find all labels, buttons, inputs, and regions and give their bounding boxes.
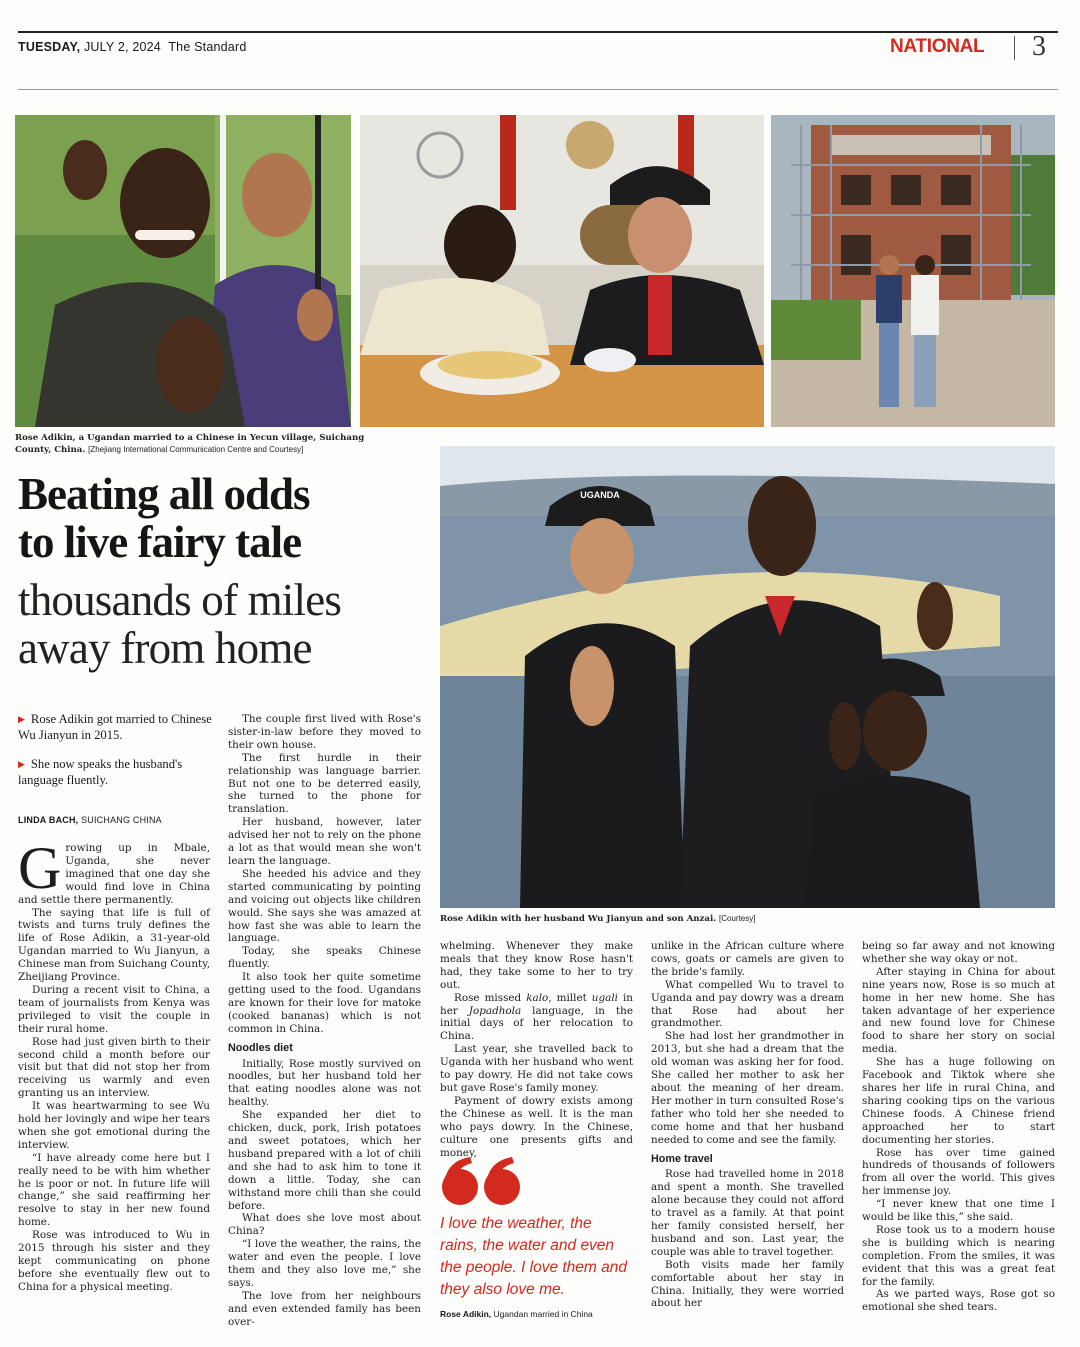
c5-para-3: She has a huge following on Facebook and Tiktok where she shares her life in rural China, and sharing cooking tips on the various Chinese foods. A Chinese friend approached her to start documenting her stories. <box>862 1056 1055 1146</box>
photo-couple-eating <box>360 115 764 427</box>
dateline <box>18 40 246 54</box>
c5-para-1: being so far away and not knowing whether she way okay or not. <box>862 940 1055 965</box>
para-5: It was heartwarming to see Wu hold her lovingly and wipe her tears when she got emotional during the interview. <box>18 1100 210 1151</box>
header-day: TUESDAY, <box>18 40 81 54</box>
c2-para-7: Initially, Rose mostly survived on noodles, but her husband told her that eating noodles alone was not healthy. <box>228 1057 421 1109</box>
c5-para-2: After staying in China for about nine years now, Rose is so much at home in her new home. She has taken advantage of her experience and new found love for Chinese food to share her story on social media. <box>862 965 1055 1056</box>
headline-light <box>18 576 448 672</box>
c2-para-6: It also took her quite sometime getting used to the food. Ugandans are known for their love for matoke (cooked bananas) which is not common in China. <box>228 971 421 1035</box>
cap-logo-1: UGANDA <box>580 490 620 500</box>
c2-para-3: Her husband, however, later advised her not to rely on the phone a lot as that would mean she won't learn the language. <box>228 816 421 867</box>
quote-attr-name: Rose Adikin, <box>440 1309 492 1319</box>
bullet-triangle-icon: ▶ <box>18 759 25 769</box>
c2-para-4: She heeded his advice and they started communicating by pointing and voicing out objects like children would. She says she was amazed at how fast she was able to learn the language. <box>228 867 421 945</box>
article-column-4 <box>651 940 844 1310</box>
summary-bullet-2 <box>18 757 218 788</box>
pull-quote-text: I love the weather, the rains, the water and even the people. I love them and they also love me. <box>440 1215 627 1298</box>
c4-para-5: Both visits made her family comfortable about her stay in China. Initially, they were worried about her <box>651 1258 844 1310</box>
main-photo-caption <box>440 913 1055 925</box>
c5-para-5: “I never knew that one time I would be like this,” she said. <box>862 1198 1055 1224</box>
top-photo-caption <box>15 433 395 456</box>
photo-house-construction <box>771 115 1055 427</box>
para-1: rowing up in Mbale, Uganda, she never imagined that one day she would find love in China and settle there permanently. <box>18 842 210 906</box>
subhead-home-travel: Home travel <box>651 1152 713 1165</box>
headline-line-1: Beating all odds <box>18 469 310 519</box>
article-column-5 <box>862 940 1055 1314</box>
top-caption-text: Rose Adikin, a Ugandan married to a Chinese in Yecun village, Suichang County, China. <box>15 433 365 455</box>
photo-rose-and-wu-waving <box>15 115 351 427</box>
c2-para-2: The first hurdle in their relationship was language barrier. But not one to be deterred easily, she turned to the phone for translation. <box>228 751 421 816</box>
article-column-3 <box>440 940 633 1159</box>
header-rule <box>18 89 1058 90</box>
c2-para-11: The love from her neighbours and even extended family has been over- <box>228 1289 421 1328</box>
c3-para-4: Payment of dowry exists among the Chinese as well. It is the man who pays dowry. In the Chinese, culture one presents gifts and money, <box>440 1094 633 1159</box>
para-3: During a recent visit to China, a team of journalists from Kenya was privileged to visit the couple in their rural home. <box>18 983 210 1035</box>
byline-name: LINDA BACH, <box>18 815 79 825</box>
para-6: “I have already come here but I really need to be with him whether he is poor or not. In future life will change,” she said reaffirming her resolve to stay in her new found home. <box>18 1151 210 1229</box>
c2-para-1: The couple first lived with Rose's sister-in-law before they moved to their own house. <box>228 713 421 751</box>
c3-para-1: whelming. Whenever they make meals that they know Rose hasn't had, they take some to her to try out. <box>440 940 633 991</box>
c2-para-5: Today, she speaks Chinese fluently. <box>228 945 421 971</box>
c2-para-9: What does she love most about China? <box>228 1212 421 1238</box>
c3-para-2: Rose missed kalo, millet ugali in her Jopadhola language, in the initial days of her relocation to China. <box>440 991 633 1043</box>
pull-quote-attribution <box>440 1309 593 1319</box>
dropcap: G <box>18 835 62 901</box>
headline-line-4: away from home <box>18 623 312 673</box>
c2-para-10: “I love the weather, the rains, the water and even the people. I love them and they also love me,” she says. <box>228 1238 421 1289</box>
header-date: JULY 2, 2024 <box>83 40 161 54</box>
c5-para-6: Rose took us to a modern house she is building which is nearing completion. From the smiles, it was evident that this was a great feat for the family. <box>862 1223 1055 1288</box>
c2-para-8: She expanded her diet to chicken, duck, pork, Irish potatoes and sweet potatoes, which her husband prepared with a lot of chili and she had to ask him to tone it down a little. Today, she can withstand more chili than she could before. <box>228 1109 421 1212</box>
c4-para-4: Rose had travelled home in 2018 and spent a month. She travelled alone because they could not afford to travel as a family. At that point her family consisted herself, her husband and son. Last year, the couple was able to travel together. <box>651 1168 844 1258</box>
para-7: Rose was introduced to Wu in 2015 through his sister and they kept communicating on phone before she eventually flew out to China for a physical meeting. <box>18 1229 210 1293</box>
headline-line-3: thousands of miles <box>18 575 342 625</box>
c4-para-3: She had lost her grandmother in 2013, but she had a dream that the old woman was asking her for food. She called her mother to ask her about the meaning of her dream. Her mother in turn consulted Rose's father who told her she needed to come home and that her husband needed to come and see the family. <box>651 1030 844 1146</box>
bullet-triangle-icon: ▶ <box>18 714 25 724</box>
para-4: Rose had just given birth to their second child a month before our visit but that did not stop her from receiving us warmly and even granting us an interview. <box>18 1035 210 1100</box>
header-divider <box>1014 36 1015 60</box>
c4-para-2: What compelled Wu to travel to Uganda and pay dowry was a dream that Rose had about her grandmother. <box>651 978 844 1030</box>
page-number: 3 <box>1032 31 1046 62</box>
c3-para-3: Last year, she travelled back to Uganda with her husband who went to pay dowry. He did not take cows but gave Rose's family money. <box>440 1043 633 1094</box>
headline-bold <box>18 470 438 566</box>
summary-bullet-1 <box>18 712 218 743</box>
quote-attr-desc: Ugandan married in China <box>493 1309 593 1319</box>
photo-family-main <box>440 446 1055 908</box>
byline-place: SUICHANG CHINA <box>81 815 162 825</box>
article-column-1 <box>18 835 210 1294</box>
main-caption-text: Rose Adikin with her husband Wu Jianyun and son Anzai. <box>440 914 717 924</box>
bullet-text-2: She now speaks the husband's language fluently. <box>18 757 183 787</box>
c4-para-1: unlike in the African culture where cows, goats or camels are given to the bride's family. <box>651 940 844 978</box>
byline <box>18 815 162 825</box>
section-label: NATIONAL <box>890 36 985 57</box>
header-paper: The Standard <box>168 40 247 54</box>
subhead-noodles-diet: Noodles diet <box>228 1041 293 1054</box>
c5-para-7: As we parted ways, Rose got so emotional she shed tears. <box>862 1288 1055 1314</box>
top-caption-source: [Zhejiang International Communication Centre and Courtesy] <box>88 445 304 454</box>
quote-mark-icon <box>440 1155 524 1211</box>
c5-para-4: Rose has over time gained hundreds of thousands of followers from all over the world. This gives her immense joy. <box>862 1146 1055 1198</box>
main-caption-source: [Courtesy] <box>719 914 756 923</box>
para-2: The saying that life is full of twists and turns truly defines the life of Rose Adikin, a 31-year-old Ugandan married to Wu Jianyun, a Chinese man from Suichang County, Zheijiang Province. <box>18 906 210 984</box>
article-column-2 <box>228 713 421 1329</box>
top-rule <box>18 31 1058 33</box>
bullet-text-1: Rose Adikin got married to Chinese Wu Jianyun in 2015. <box>18 712 212 742</box>
headline-line-2: to live fairy tale <box>18 517 302 567</box>
